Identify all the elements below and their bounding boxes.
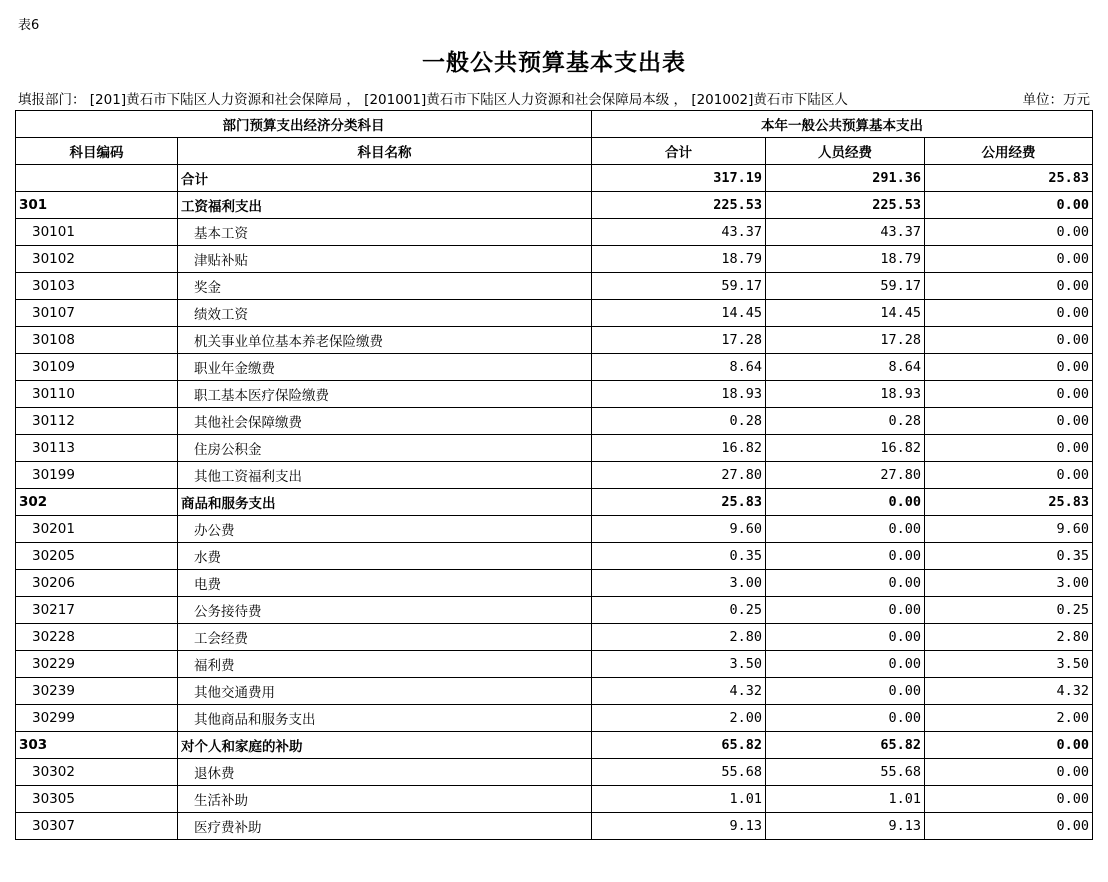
row-code: 30228	[16, 624, 178, 651]
row-public: 0.00	[925, 408, 1093, 435]
table-number-label: 表6	[18, 18, 40, 33]
row-name: 办公费	[178, 516, 592, 543]
page-title: 一般公共预算基本支出表	[422, 49, 686, 76]
header-total: 合计	[592, 138, 766, 165]
row-name: 对个人和家庭的补助	[178, 732, 592, 759]
row-personnel: 59.17	[766, 273, 925, 300]
row-code: 30110	[16, 381, 178, 408]
report-meta	[18, 88, 1090, 108]
table-row	[16, 408, 1093, 435]
row-code: 30109	[16, 354, 178, 381]
table-row	[16, 597, 1093, 624]
row-total: 14.45	[592, 300, 766, 327]
header-column-row	[16, 138, 1093, 165]
row-code: 30205	[16, 543, 178, 570]
header-name: 科目名称	[178, 138, 592, 165]
row-public: 0.00	[925, 786, 1093, 813]
row-personnel: 27.80	[766, 462, 925, 489]
table-row	[16, 786, 1093, 813]
row-personnel: 18.79	[766, 246, 925, 273]
row-personnel: 8.64	[766, 354, 925, 381]
row-total: 3.00	[592, 570, 766, 597]
row-code: 30102	[16, 246, 178, 273]
unit-label: 单位：万元	[1022, 92, 1090, 108]
row-code: 30305	[16, 786, 178, 813]
row-name: 职工基本医疗保险缴费	[178, 381, 592, 408]
row-personnel: 55.68	[766, 759, 925, 786]
row-name: 水费	[178, 543, 592, 570]
row-code: 30113	[16, 435, 178, 462]
row-total: 17.28	[592, 327, 766, 354]
row-public: 0.00	[925, 462, 1093, 489]
row-public: 3.50	[925, 651, 1093, 678]
table-row	[16, 624, 1093, 651]
row-code: 30299	[16, 705, 178, 732]
row-code: 303	[16, 732, 178, 759]
table-row	[16, 651, 1093, 678]
row-code: 30107	[16, 300, 178, 327]
row-code: 30217	[16, 597, 178, 624]
table-row	[16, 516, 1093, 543]
row-public: 0.00	[925, 435, 1093, 462]
table-row	[16, 327, 1093, 354]
table-row	[16, 489, 1093, 516]
row-personnel: 0.00	[766, 543, 925, 570]
row-personnel: 0.00	[766, 678, 925, 705]
row-public: 9.60	[925, 516, 1093, 543]
row-total: 18.79	[592, 246, 766, 273]
row-total: 16.82	[592, 435, 766, 462]
row-total: 27.80	[592, 462, 766, 489]
row-personnel: 65.82	[766, 732, 925, 759]
row-total: 4.32	[592, 678, 766, 705]
table-row	[16, 435, 1093, 462]
table-row	[16, 246, 1093, 273]
row-name: 其他社会保障缴费	[178, 408, 592, 435]
row-public: 25.83	[925, 489, 1093, 516]
row-personnel: 0.00	[766, 516, 925, 543]
row-personnel: 0.00	[766, 489, 925, 516]
expenditure-table	[15, 110, 1093, 840]
row-name: 医疗费补助	[178, 813, 592, 840]
row-public: 0.00	[925, 354, 1093, 381]
row-public: 0.00	[925, 300, 1093, 327]
row-total: 0.35	[592, 543, 766, 570]
row-personnel: 0.00	[766, 624, 925, 651]
row-total: 25.83	[592, 489, 766, 516]
row-personnel: 291.36	[766, 165, 925, 192]
row-public: 0.25	[925, 597, 1093, 624]
row-personnel: 0.28	[766, 408, 925, 435]
row-code: 30108	[16, 327, 178, 354]
row-total: 3.50	[592, 651, 766, 678]
row-code: 30199	[16, 462, 178, 489]
row-name: 商品和服务支出	[178, 489, 592, 516]
table-body	[16, 165, 1093, 840]
row-public: 0.00	[925, 381, 1093, 408]
row-name: 合计	[178, 165, 592, 192]
row-name: 工资福利支出	[178, 192, 592, 219]
row-personnel: 0.00	[766, 597, 925, 624]
row-public: 0.00	[925, 192, 1093, 219]
row-total: 18.93	[592, 381, 766, 408]
table-row	[16, 300, 1093, 327]
row-total: 43.37	[592, 219, 766, 246]
row-name: 绩效工资	[178, 300, 592, 327]
table-row	[16, 732, 1093, 759]
row-public: 2.80	[925, 624, 1093, 651]
row-public: 0.00	[925, 246, 1093, 273]
row-total: 8.64	[592, 354, 766, 381]
row-public: 0.00	[925, 732, 1093, 759]
table-row	[16, 273, 1093, 300]
row-public: 0.35	[925, 543, 1093, 570]
table-row	[16, 543, 1093, 570]
row-name: 工会经费	[178, 624, 592, 651]
row-total: 9.60	[592, 516, 766, 543]
row-name: 公务接待费	[178, 597, 592, 624]
row-public: 3.00	[925, 570, 1093, 597]
table-row	[16, 678, 1093, 705]
row-name: 生活补助	[178, 786, 592, 813]
row-total: 2.00	[592, 705, 766, 732]
row-total: 59.17	[592, 273, 766, 300]
row-personnel: 0.00	[766, 651, 925, 678]
row-personnel: 17.28	[766, 327, 925, 354]
row-total: 65.82	[592, 732, 766, 759]
row-public: 2.00	[925, 705, 1093, 732]
row-name: 退休费	[178, 759, 592, 786]
table-row	[16, 165, 1093, 192]
row-code: 30307	[16, 813, 178, 840]
header-personnel: 人员经费	[766, 138, 925, 165]
table-row	[16, 570, 1093, 597]
table-row	[16, 462, 1093, 489]
row-total: 317.19	[592, 165, 766, 192]
table-row	[16, 192, 1093, 219]
header-group-right: 本年一般公共预算基本支出	[592, 111, 1093, 138]
row-public: 0.00	[925, 273, 1093, 300]
row-code: 30239	[16, 678, 178, 705]
table-row	[16, 381, 1093, 408]
row-name: 其他交通费用	[178, 678, 592, 705]
row-personnel: 9.13	[766, 813, 925, 840]
table-row	[16, 354, 1093, 381]
row-public: 0.00	[925, 813, 1093, 840]
row-name: 住房公积金	[178, 435, 592, 462]
row-code: 30101	[16, 219, 178, 246]
row-total: 2.80	[592, 624, 766, 651]
row-public: 4.32	[925, 678, 1093, 705]
table-row	[16, 219, 1093, 246]
row-code: 30229	[16, 651, 178, 678]
row-name: 奖金	[178, 273, 592, 300]
header-group-left: 部门预算支出经济分类科目	[16, 111, 592, 138]
header-group-row	[16, 111, 1093, 138]
row-name: 福利费	[178, 651, 592, 678]
row-total: 0.28	[592, 408, 766, 435]
table-row	[16, 813, 1093, 840]
row-personnel: 43.37	[766, 219, 925, 246]
row-code: 30206	[16, 570, 178, 597]
row-name: 其他工资福利支出	[178, 462, 592, 489]
row-public: 0.00	[925, 327, 1093, 354]
row-name: 机关事业单位基本养老保险缴费	[178, 327, 592, 354]
filling-department: 填报部门： [201]黄石市下陆区人力资源和社会保障局 ， [201001]黄石市下陆区人力资源和社会保障局本级 ， [201002]黄石市下陆区人	[18, 92, 848, 108]
table-header	[16, 111, 1093, 165]
row-name: 电费	[178, 570, 592, 597]
row-name: 基本工资	[178, 219, 592, 246]
row-name: 职业年金缴费	[178, 354, 592, 381]
row-public: 25.83	[925, 165, 1093, 192]
row-total: 0.25	[592, 597, 766, 624]
row-personnel: 16.82	[766, 435, 925, 462]
row-public: 0.00	[925, 759, 1093, 786]
row-personnel: 225.53	[766, 192, 925, 219]
row-code: 30112	[16, 408, 178, 435]
row-code: 301	[16, 192, 178, 219]
row-total: 55.68	[592, 759, 766, 786]
row-code: 30302	[16, 759, 178, 786]
header-public: 公用经费	[925, 138, 1093, 165]
row-total: 1.01	[592, 786, 766, 813]
row-code: 30201	[16, 516, 178, 543]
row-personnel: 14.45	[766, 300, 925, 327]
header-code: 科目编码	[16, 138, 178, 165]
row-total: 225.53	[592, 192, 766, 219]
row-personnel: 18.93	[766, 381, 925, 408]
row-total: 9.13	[592, 813, 766, 840]
row-name: 津贴补贴	[178, 246, 592, 273]
row-code	[16, 165, 178, 192]
row-personnel: 0.00	[766, 570, 925, 597]
row-personnel: 0.00	[766, 705, 925, 732]
row-public: 0.00	[925, 219, 1093, 246]
table-row	[16, 759, 1093, 786]
table-row	[16, 705, 1093, 732]
row-code: 30103	[16, 273, 178, 300]
row-code: 302	[16, 489, 178, 516]
row-name: 其他商品和服务支出	[178, 705, 592, 732]
row-personnel: 1.01	[766, 786, 925, 813]
